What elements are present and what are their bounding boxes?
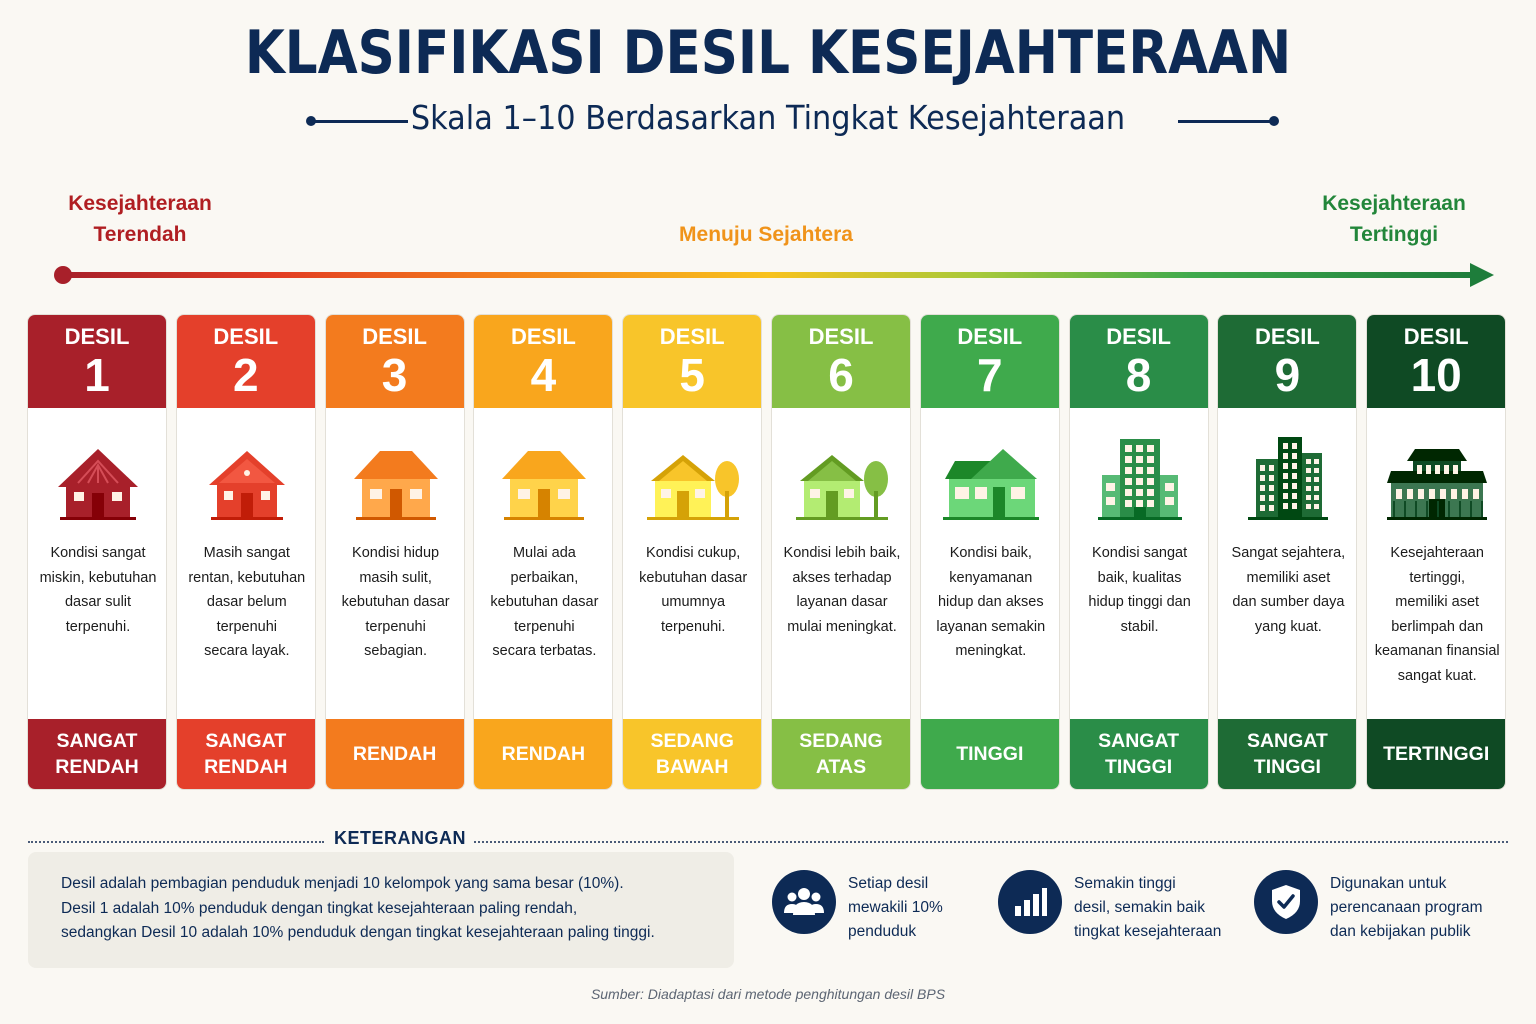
description-line: Masih sangat: [203, 545, 290, 561]
description-line: akses terhadap: [792, 569, 892, 586]
description-line: dan sumber daya: [1232, 594, 1345, 611]
desil-card-header: [177, 315, 315, 408]
desil-card-header: [1218, 315, 1356, 408]
scale-high-label: [1294, 188, 1494, 250]
desil-number: 5: [679, 349, 705, 401]
description-line: Kondisi sangat: [1092, 545, 1188, 561]
description-line: masih sulit,: [359, 569, 432, 586]
desil-card-header: [28, 315, 166, 408]
description-line: memiliki aset: [1395, 594, 1480, 611]
description-line: yang kuat.: [1254, 618, 1322, 635]
keterangan-title: KETERANGAN: [333, 828, 466, 848]
level-line: TINGGI: [1105, 756, 1173, 778]
level-line: SANGAT: [1098, 730, 1180, 752]
desil-description: [776, 541, 908, 639]
desil-card-5: [622, 314, 762, 790]
desil-number: 4: [530, 349, 557, 401]
level-line: SEDANG: [650, 730, 734, 752]
desil-description: [925, 541, 1057, 664]
description-line: hidup tinggi dan: [1088, 594, 1191, 611]
keterangan-line: Desil 1 adalah 10% penduduk dengan tingkat kesejahteraan paling rendah,: [61, 899, 578, 917]
desil-label: DESIL: [362, 324, 427, 349]
description-line: tertinggi,: [1409, 569, 1465, 586]
desil-level-badge: [623, 719, 761, 789]
desil-number: 6: [828, 349, 854, 401]
level-line: TINGGI: [956, 743, 1024, 765]
feature-shield: [1254, 864, 1514, 944]
scale-middle-label: Menuju Sejahtera: [679, 223, 853, 246]
desil-level-badge: [326, 719, 464, 789]
desil-card-10: [1366, 314, 1506, 790]
desil-cards: [27, 314, 1507, 790]
description-line: layanan dasar: [796, 594, 888, 611]
description-line: Mulai ada: [512, 545, 576, 561]
desil-level-badge: [772, 719, 910, 789]
keterangan-line: Desil adalah pembagian penduduk menjadi 10 kelompok yang sama besar (10%).: [61, 875, 624, 892]
level-line: RENDAH: [204, 756, 288, 778]
level-line: RENDAH: [55, 756, 139, 778]
description-line: memiliki aset: [1246, 569, 1331, 586]
desil-level-badge: [1070, 719, 1208, 789]
description-line: miskin, kebutuhan: [39, 569, 157, 586]
scale-low-line1: Kesejahteraan: [68, 192, 212, 215]
description-line: sangat kuat.: [1397, 667, 1477, 684]
description-line: Kesejahteraan: [1390, 545, 1484, 561]
desil-label: DESIL: [957, 324, 1023, 349]
description-line: terpenuhi: [365, 618, 426, 635]
desil-level-badge: [1218, 719, 1356, 789]
description-line: Kondisi lebih baik,: [783, 545, 901, 561]
desil-card-1: [27, 314, 167, 790]
description-line: perbaikan,: [510, 569, 579, 586]
desil-label: DESIL: [1254, 324, 1320, 349]
level-text: [956, 741, 1023, 767]
description-line: baik, kualitas: [1097, 569, 1182, 586]
description-line: kebutuhan dasar: [490, 594, 599, 611]
desil-level-badge: [177, 719, 315, 789]
feature-line: tingkat kesejahteraan: [1074, 923, 1222, 940]
keterangan-box: [28, 852, 734, 968]
house-tree-icon: [792, 435, 892, 525]
desil-label: DESIL: [510, 324, 576, 349]
level-line: TINGGI: [1253, 756, 1321, 778]
description-line: berlimpah dan: [1391, 618, 1484, 635]
feature-line: Setiap desil: [848, 875, 929, 892]
desil-card-header: [921, 315, 1059, 408]
desil-card-9: [1217, 314, 1357, 790]
subtitle-right-dot: [1269, 116, 1279, 126]
description-line: terpenuhi.: [660, 618, 726, 635]
feature-line: penduduk: [848, 923, 917, 940]
level-text: [353, 741, 436, 767]
description-line: meningkat.: [955, 643, 1027, 660]
scale-low-label: [40, 188, 240, 250]
level-line: TERTINGGI: [1383, 743, 1490, 765]
feature-line: Semakin tinggi: [1074, 875, 1176, 892]
desil-card-header: [772, 315, 910, 408]
desil-card-3: [325, 314, 465, 790]
description-line: terpenuhi: [216, 618, 278, 635]
description-line: rentan, kebutuhan: [188, 569, 306, 586]
level-line: ATAS: [815, 756, 867, 778]
description-line: Kondisi cukup,: [646, 545, 741, 561]
desil-number: 8: [1125, 349, 1152, 401]
desil-label: DESIL: [659, 324, 725, 349]
desil-level-badge: [28, 719, 166, 789]
desil-number: 1: [84, 349, 110, 401]
feature-line: Digunakan untuk: [1330, 875, 1447, 892]
keterangan-line: sedangkan Desil 10 adalah 10% penduduk dengan tingkat kesejahteraan paling tinggi.: [61, 924, 655, 941]
description-line: kebutuhan dasar: [639, 569, 748, 586]
subtitle-row: [0, 98, 1536, 146]
feature-shield-text: [1330, 872, 1514, 944]
desil-card-8: [1069, 314, 1209, 790]
desil-number: 2: [233, 349, 259, 401]
feature-chart: [998, 864, 1248, 944]
description-line: terpenuhi.: [65, 618, 131, 635]
level-text: [55, 728, 138, 780]
level-text: [1098, 728, 1179, 780]
desil-card-2: [176, 314, 316, 790]
house-damaged-icon: [48, 435, 148, 525]
desil-card-header: [623, 315, 761, 408]
desil-description: [478, 541, 610, 664]
desil-level-badge: [474, 719, 612, 789]
page-title: KLASIFIKASI DESIL KESEJAHTERAAN: [244, 18, 1292, 88]
level-text: [1383, 741, 1489, 767]
description-line: secara layak.: [204, 643, 290, 660]
description-line: Kondisi hidup: [352, 545, 440, 561]
desil-card-header: [1070, 315, 1208, 408]
feature-chart-text: [1074, 872, 1254, 944]
house-large-icon: [941, 435, 1041, 525]
scale-high-line1: Kesejahteraan: [1322, 192, 1466, 215]
desil-card-7: [920, 314, 1060, 790]
scale-start-dot: [54, 266, 72, 284]
subtitle-right-line: [1178, 120, 1274, 123]
scale-high-line2: Tertinggi: [1349, 223, 1439, 246]
description-line: stabil.: [1120, 618, 1159, 635]
description-line: kenyamanan: [949, 569, 1033, 586]
desil-description: [1074, 541, 1206, 639]
desil-card-header: [474, 315, 612, 408]
level-text: [799, 728, 882, 780]
description-line: keamanan finansial: [1374, 643, 1500, 660]
level-line: BAWAH: [655, 756, 729, 778]
description-line: sebagian.: [364, 643, 428, 660]
desil-label: DESIL: [808, 324, 874, 349]
shield-check-icon: [1254, 870, 1318, 934]
desil-card-header: [1367, 315, 1505, 408]
description-line: terpenuhi: [514, 618, 575, 635]
level-line: RENDAH: [352, 743, 437, 765]
mansion-icon: [1387, 435, 1487, 525]
level-text: [1247, 728, 1328, 780]
source-note: Sumber: Diadaptasi dari metode penghitungan desil BPS: [590, 986, 946, 1002]
level-line: SEDANG: [799, 730, 883, 752]
description-line: mulai meningkat.: [787, 618, 897, 635]
house-tree-icon: [643, 435, 743, 525]
description-line: dasar sulit: [64, 594, 132, 611]
feature-line: mewakili 10%: [848, 899, 943, 916]
description-line: hidup dan akses: [937, 594, 1044, 611]
keterangan-divider-left: [28, 841, 324, 843]
description-line: secara terbatas.: [492, 643, 597, 660]
desil-description: [1371, 541, 1503, 689]
desil-card-header: [326, 315, 464, 408]
page-subtitle: Skala 1–10 Berdasarkan Tingkat Kesejahteraan: [410, 98, 1126, 137]
people-group-icon: [772, 870, 836, 934]
level-text: [204, 728, 287, 780]
desil-label: DESIL: [1403, 324, 1469, 349]
description-line: Sangat sejahtera,: [1231, 545, 1346, 561]
feature-line: desil, semakin baik: [1074, 899, 1205, 916]
level-text: [502, 741, 585, 767]
desil-description: [181, 541, 313, 664]
level-line: RENDAH: [501, 743, 586, 765]
desil-description: [627, 541, 759, 639]
level-line: SANGAT: [205, 730, 287, 752]
house-simple-icon: [346, 435, 446, 525]
scale-low-line2: Terendah: [93, 223, 187, 246]
desil-label: DESIL: [213, 324, 279, 349]
house-small-icon: [197, 435, 297, 525]
level-line: SANGAT: [56, 730, 138, 752]
desil-number: 3: [381, 349, 408, 401]
desil-description: [330, 541, 462, 664]
description-line: umumnya: [661, 594, 726, 611]
apartment-building-icon: [1090, 435, 1190, 525]
desil-label: DESIL: [64, 324, 130, 349]
description-line: Kondisi baik,: [949, 545, 1032, 561]
desil-label: DESIL: [1106, 324, 1171, 349]
description-line: Kondisi sangat: [50, 545, 146, 561]
desil-card-6: [771, 314, 911, 790]
city-buildings-icon: [1238, 435, 1338, 525]
desil-number: 9: [1274, 349, 1301, 401]
description-line: dasar belum: [206, 594, 287, 611]
desil-card-4: [473, 314, 613, 790]
desil-number: 10: [1410, 349, 1462, 401]
scale-arrow-head-icon: [1470, 263, 1494, 287]
feature-line: dan kebijakan publik: [1330, 923, 1471, 940]
desil-number: 7: [977, 349, 1003, 401]
desil-description: [32, 541, 164, 639]
house-simple-icon: [494, 435, 594, 525]
feature-people: [772, 864, 1002, 944]
keterangan-divider-right: [474, 841, 1508, 843]
desil-level-badge: [1367, 719, 1505, 789]
desil-description: [1222, 541, 1354, 639]
level-text: [650, 728, 733, 780]
level-line: SANGAT: [1246, 730, 1328, 752]
feature-line: perencanaan program: [1330, 899, 1483, 916]
desil-level-badge: [921, 719, 1059, 789]
description-line: kebutuhan dasar: [341, 594, 450, 611]
description-line: layanan semakin: [936, 618, 1046, 635]
bar-chart-icon: [998, 870, 1062, 934]
scale-gradient-arrow: [62, 272, 1474, 278]
